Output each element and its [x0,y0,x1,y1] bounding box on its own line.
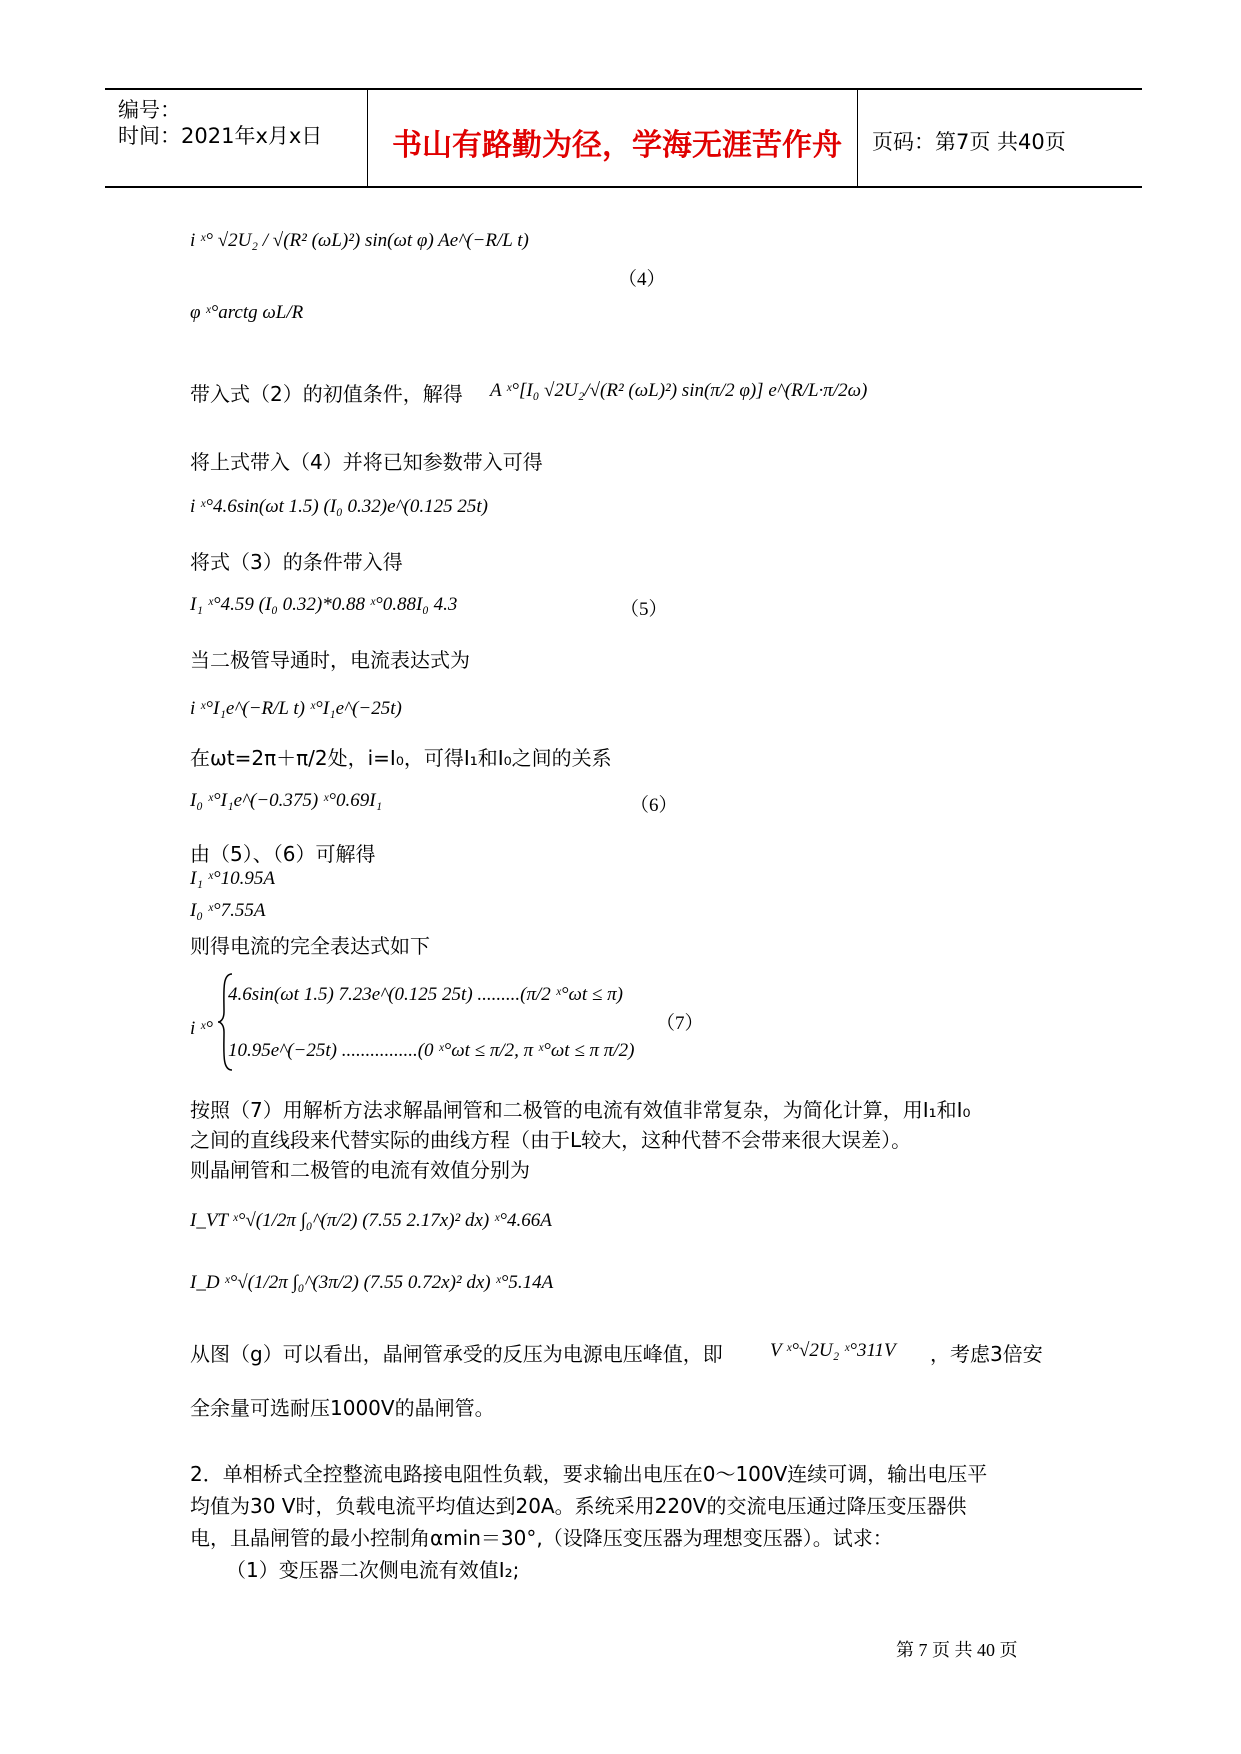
header-divider [367,90,368,186]
equation-5: I₁ ˣ°4.59 (I₀ 0.32)*0.88 ˣ°0.88I₀ 4.3 [190,594,458,615]
result-i1: I₁ ˣ°10.95A [190,868,275,889]
equation-6-number: （6） [630,795,678,816]
equation-4-line1: i ˣ° √2U₂ / √(R² (ωL)²) sin(ωt φ) Ae^(−R/L t) [190,230,529,251]
equation-7-lhs: i ˣ° [190,1018,213,1039]
equation-ivt: I_VT ˣ°√(1/2π ∫₀^(π/2) (7.55 2.17x)² dx) ˣ°4.66A [190,1210,552,1231]
equation-A: A ˣ°[I₀ √2U₂/√(R² (ωL)²) sin(π/2 φ)] e^(R/L·π/2ω) [490,380,868,401]
equation-diode-current: i ˣ°I₁e^(−R/L t) ˣ°I₁e^(−25t) [190,698,402,719]
header-motto: 书山有路勤为径，学海无涯苦作舟 [392,128,842,163]
paragraph-full-expression: 则得电流的完全表达式如下 [190,934,430,958]
header-divider [857,90,858,186]
paragraph-relation: 在ωt=2π＋π/2处，i=I₀，可得I₁和I₀之间的关系 [190,746,612,770]
paragraph-rms: 则晶闸管和二极管的电流有效值分别为 [190,1158,530,1182]
page-info: 页码：第7页 共40页 [872,130,1066,154]
equation-4-number: （4） [618,269,666,290]
question-2-line1: 2．单相桥式全控整流电路接电阻性负载，要求输出电压在0～100V连续可调，输出电压平 [190,1462,988,1486]
time-label: 时间：2021年x月x日 [118,124,323,148]
equation-7-case-b: 10.95e^(−25t) ................(0 ˣ°ωt ≤ π/2, π ˣ°ωt ≤ π π/2) [228,1040,635,1061]
paragraph-simplify-cont: 之间的直线段来代替实际的曲线方程（由于L较大，这种代替不会带来很大误差）。 [190,1128,912,1152]
paragraph-reverse-voltage: 从图（g）可以看出，晶闸管承受的反压为电源电压峰值，即 [190,1342,723,1366]
equation-7-number: （7） [656,1013,704,1034]
paragraph-rating: 全余量可选耐压1000V的晶闸管。 [190,1396,495,1420]
paragraph-reverse-voltage-end: ，考虑3倍安 [930,1342,1043,1366]
question-2-item-1: （1）变压器二次侧电流有效值I₂; [226,1558,520,1582]
page-footer: 第 7 页 共 40 页 [896,1640,1018,1660]
paragraph-simplify: 按照（7）用解析方法求解晶闸管和二极管的电流有效值非常复杂，为简化计算，用I₁和I₀ [190,1098,971,1122]
equation-6: I₀ ˣ°I₁e^(−0.375) ˣ°0.69I₁ [190,790,383,811]
paragraph-initial-condition: 带入式（2）的初值条件，解得 [190,382,463,406]
question-2-line3: 电，且晶闸管的最小控制角αmin＝30°,（设降压变压器为理想变压器）。试求： [190,1526,893,1550]
equation-id: I_D ˣ°√(1/2π ∫₀^(3π/2) (7.55 0.72x)² dx) ˣ°5.14A [190,1272,554,1293]
paragraph-solve: 由（5）、（6）可解得 [190,842,376,866]
equation-5-number: （5） [620,599,668,620]
paragraph-substitute: 将上式带入（4）并将已知参数带入可得 [190,450,543,474]
equation-7-case-a: 4.6sin(ωt 1.5) 7.23e^(0.125 25t) .........(π/2 ˣ°ωt ≤ π) [228,984,623,1005]
paragraph-condition-3: 将式（3）的条件带入得 [190,550,403,574]
code-label: 编号： [118,98,181,122]
equation-4-line2: φ ˣ°arctg ωL/R [190,302,304,323]
result-i0: I₀ ˣ°7.55A [190,900,266,921]
paragraph-diode: 当二极管导通时，电流表达式为 [190,648,470,672]
equation-peak-voltage: V ˣ°√2U₂ ˣ°311V [770,1340,896,1361]
equation-i: i ˣ°4.6sin(ωt 1.5) (I₀ 0.32)e^(0.125 25t) [190,496,488,517]
question-2-line2: 均值为30 V时，负载电流平均值达到20A。系统采用220V的交流电压通过降压变压器供 [190,1494,967,1518]
